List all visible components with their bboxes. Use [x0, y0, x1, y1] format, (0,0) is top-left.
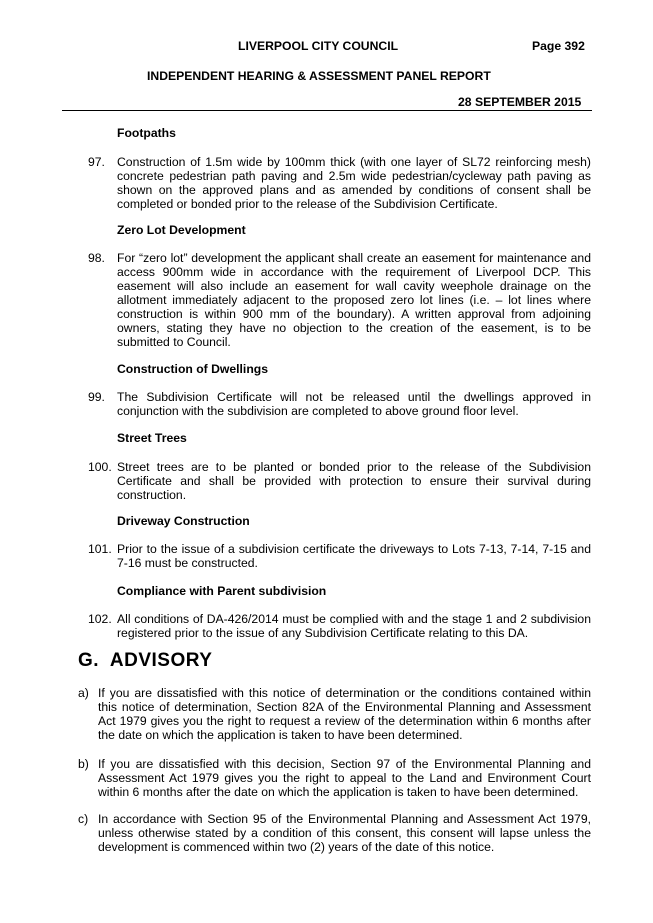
condition-text: Construction of 1.5m wide by 100mm thick (with one layer of SL72 reinforcing mesh) concrete pedestrian path paving and 2.5m wide pedestrian/cycleway path paving as shown on the approved plans and as amended by conditions of consent shall be completed or bonded prior to the release of the Subdivision Certificate. [117, 155, 591, 211]
condition-number: 101. [88, 542, 112, 556]
advisory-heading: G. ADVISORY [78, 650, 213, 671]
condition-text: All conditions of DA-426/2014 must be complied with and the stage 1 and 2 subdivision registered prior to the issue of any Subdivision Certificate relating to this DA. [117, 612, 591, 640]
section-heading-driveway: Driveway Construction [117, 514, 250, 528]
council-name: LIVERPOOL CITY COUNCIL [238, 39, 399, 53]
condition-number: 97. [88, 155, 105, 169]
condition-number: 102. [88, 612, 112, 626]
condition-text: Street trees are to be planted or bonded prior to the release of the Subdivision Certificate and shall be provided with protection to ensure their survival during construction. [117, 460, 591, 502]
section-heading-dwellings: Construction of Dwellings [117, 362, 268, 376]
condition-number: 98. [88, 251, 105, 265]
advisory-text: If you are dissatisfied with this decision, Section 97 of the Environmental Planning and Assessment Act 1979 gives you the right to appeal to the Land and Environment Court within 6 months after the date on which the application is taken to have been determined. [98, 757, 591, 799]
condition-number: 99. [88, 390, 105, 404]
advisory-label: b) [78, 757, 89, 771]
advisory-label: a) [78, 686, 89, 700]
report-title: INDEPENDENT HEARING & ASSESSMENT PANEL REPORT [147, 69, 491, 83]
advisory-text: In accordance with Section 95 of the Environmental Planning and Assessment Act 1979, unless otherwise stated by a condition of this consent, this consent will lapse unless the development is commenced within two (2) years of the date of this notice. [98, 812, 591, 854]
advisory-text: If you are dissatisfied with this notice of determination or the conditions contained within this notice of determination, Section 82A of the Environmental Planning and Assessment Act 1979 gives you the right to request a review of the determination within 6 months after the date on which the application is taken to have been determined. [98, 686, 591, 742]
condition-number: 100. [88, 460, 112, 474]
advisory-label: c) [78, 812, 89, 826]
condition-text: Prior to the issue of a subdivision certificate the driveways to Lots 7-13, 7-14, 7-15 and 7-16 must be constructed. [117, 542, 591, 570]
section-heading-footpaths: Footpaths [117, 126, 176, 140]
condition-text: For “zero lot” development the applicant shall create an easement for maintenance and access 900mm wide in accordance with the requirement of Liverpool DCP. This easement will also include an easement for wall cavity weephole drainage on the allotment immediately adjacent to the proposed zero lot lines (i.e. – lot lines where construction is within 900 mm of the boundary). A written approval from adjoining owners, stating they have no objection to the creation of the easement, is to be submitted to Council. [117, 251, 591, 349]
header-divider [62, 110, 592, 111]
section-heading-street-trees: Street Trees [117, 431, 187, 445]
section-heading-compliance: Compliance with Parent subdivision [117, 584, 327, 598]
section-heading-zero-lot: Zero Lot Development [117, 223, 246, 237]
page-number: Page 392 [532, 39, 585, 53]
report-date: 28 SEPTEMBER 2015 [458, 95, 582, 109]
condition-text: The Subdivision Certificate will not be released until the dwellings approved in conjunction with the subdivision are completed to above ground floor level. [117, 390, 591, 418]
